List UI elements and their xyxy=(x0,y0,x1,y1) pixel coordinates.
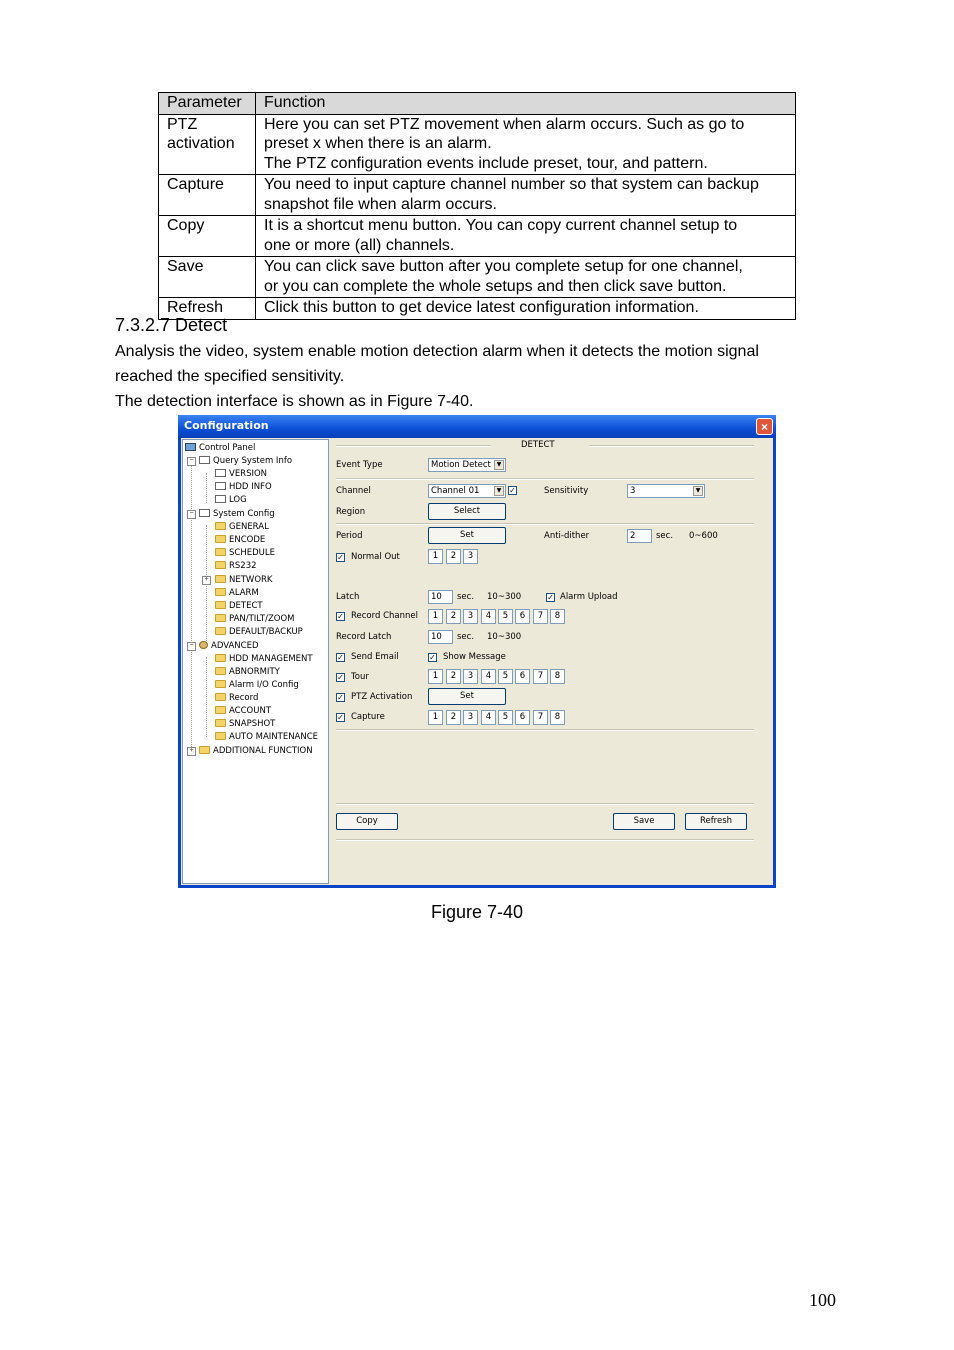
collapse-icon[interactable]: − xyxy=(187,642,196,651)
tour-channel-7[interactable]: 7 xyxy=(533,669,548,684)
anti-dither-unit: sec. xyxy=(656,531,674,541)
latch-range: 10~300 xyxy=(487,592,522,602)
ptz-set-button[interactable]: Set xyxy=(428,688,506,705)
group-title: DETECT xyxy=(521,440,555,450)
folder-icon xyxy=(215,561,226,569)
table-row xyxy=(159,298,796,320)
record-latch-label: Record Latch xyxy=(336,632,392,642)
function-cell: It is a shortcut menu button. You can copy current channel setup to one or more (all) channels. xyxy=(256,216,796,257)
period-set-button[interactable]: Set xyxy=(428,527,506,544)
folder-icon xyxy=(215,732,226,740)
divider xyxy=(336,839,754,841)
send-email-label: Send Email xyxy=(351,652,399,662)
capture-channel-8[interactable]: 8 xyxy=(550,710,565,725)
tree-item-version[interactable]: VERSION xyxy=(215,468,267,480)
table-row xyxy=(159,216,796,257)
table-row xyxy=(159,257,796,298)
document-icon xyxy=(215,469,226,477)
anti-dither-label: Anti-dither xyxy=(544,531,590,541)
computer-icon xyxy=(185,443,196,451)
region-label: Region xyxy=(336,507,366,517)
channel-enable-checkbox[interactable]: ✓ xyxy=(509,486,516,495)
alarm-upload-label: Alarm Upload xyxy=(560,592,618,602)
period-label: Period xyxy=(336,531,363,541)
divider xyxy=(336,523,754,525)
body-paragraph-line2: reached the specified sensitivity. xyxy=(115,368,345,385)
record-latch-range: 10~300 xyxy=(487,632,522,642)
body-paragraph-figure-ref: The detection interface is shown as in Figure 7-40. xyxy=(115,393,474,410)
tour-label: Tour xyxy=(351,672,369,682)
normal-out-channel-1[interactable]: 1 xyxy=(428,549,443,564)
tree-item-snapshot[interactable]: SNAPSHOT xyxy=(215,718,275,730)
param-cell: Refresh xyxy=(159,298,256,320)
divider xyxy=(589,445,754,447)
expand-icon[interactable]: + xyxy=(187,747,196,756)
folder-icon xyxy=(199,746,210,754)
record-channel-label: Record Channel xyxy=(351,611,418,621)
function-cell: You need to input capture channel number so that system can backup snapshot file when alarm occurs. xyxy=(256,175,796,216)
tree-item-network[interactable]: NETWORK xyxy=(215,574,273,586)
capture-channel-6[interactable]: 6 xyxy=(515,710,530,725)
folder-icon xyxy=(215,575,226,583)
tree-item-rs232[interactable]: RS232 xyxy=(215,560,257,572)
folder-icon xyxy=(215,719,226,727)
tools-icon xyxy=(199,509,210,517)
normal-out-channel-2[interactable]: 2 xyxy=(446,549,461,564)
capture-channel-1[interactable]: 1 xyxy=(428,710,443,725)
sensitivity-label: Sensitivity xyxy=(544,486,589,496)
tree-connector xyxy=(206,525,207,645)
table-row xyxy=(159,175,796,216)
folder-icon xyxy=(215,627,226,635)
chevron-down-icon: ▼ xyxy=(693,486,703,496)
function-cell: Here you can set PTZ movement when alarm occurs. Such as go to preset x when there is an alarm. The PTZ configuration events include preset, tour, and pattern. xyxy=(256,114,796,175)
alarm-upload-checkbox[interactable]: ✓ xyxy=(547,593,554,602)
record-channel-3[interactable]: 3 xyxy=(463,609,478,624)
latch-unit: sec. xyxy=(457,592,475,602)
tree-item-hdd-management[interactable]: HDD MANAGEMENT xyxy=(215,653,313,665)
figure-caption: Figure 7-40 xyxy=(430,902,524,922)
latch-input[interactable]: 10 xyxy=(428,590,453,604)
folder-icon xyxy=(215,548,226,556)
show-message-checkbox[interactable]: ✓ xyxy=(429,653,436,662)
tree-item-query-system-info[interactable]: Query System Info xyxy=(199,455,292,467)
record-channel-6[interactable]: 6 xyxy=(515,609,530,624)
save-button[interactable]: Save xyxy=(613,813,675,830)
document-icon xyxy=(215,495,226,503)
region-select-button[interactable]: Select xyxy=(428,503,506,520)
parameter-table xyxy=(158,92,796,320)
capture-channel-3[interactable]: 3 xyxy=(463,710,478,725)
tour-checkbox[interactable]: ✓ xyxy=(337,673,344,682)
normal-out-checkbox[interactable]: ✓ xyxy=(337,553,344,562)
header-function: Function xyxy=(256,93,796,115)
collapse-icon[interactable]: − xyxy=(187,510,196,519)
event-type-label: Event Type xyxy=(336,460,383,470)
capture-channel-2[interactable]: 2 xyxy=(446,710,461,725)
divider xyxy=(336,478,754,480)
expand-icon[interactable]: + xyxy=(202,576,211,585)
folder-icon xyxy=(215,706,226,714)
tree-item-control-panel[interactable]: Control Panel xyxy=(185,442,255,454)
divider xyxy=(336,803,754,805)
capture-channel-7[interactable]: 7 xyxy=(533,710,548,725)
param-cell: Copy xyxy=(159,216,256,257)
refresh-button[interactable]: Refresh xyxy=(685,813,747,830)
tour-channel-4[interactable]: 4 xyxy=(481,669,496,684)
latch-label: Latch xyxy=(336,592,360,602)
function-cell: You can click save button after you complete setup for one channel, or you can complete the whole setups and then click save button. xyxy=(256,257,796,298)
document-icon xyxy=(215,482,226,490)
record-latch-unit: sec. xyxy=(457,632,475,642)
param-cell: PTZ activation xyxy=(159,114,256,175)
capture-channel-5[interactable]: 5 xyxy=(498,710,513,725)
record-channel-8[interactable]: 8 xyxy=(550,609,565,624)
show-message-label: Show Message xyxy=(443,652,506,662)
record-channel-checkbox[interactable]: ✓ xyxy=(337,612,344,621)
tree-connector xyxy=(191,459,192,753)
record-channel-5[interactable]: 5 xyxy=(498,609,513,624)
capture-channel-4[interactable]: 4 xyxy=(481,710,496,725)
window-client xyxy=(181,438,773,885)
tour-channel-6[interactable]: 6 xyxy=(515,669,530,684)
record-latch-input[interactable]: 10 xyxy=(428,630,453,644)
normal-out-label: Normal Out xyxy=(351,552,400,562)
tree-item-detect[interactable]: DETECT xyxy=(215,600,263,612)
tree-item-abnormity[interactable]: ABNORMITY xyxy=(215,666,280,678)
tree-connector xyxy=(206,473,207,503)
record-channel-7[interactable]: 7 xyxy=(533,609,548,624)
copy-button[interactable]: Copy xyxy=(336,813,398,830)
collapse-icon[interactable]: − xyxy=(187,457,196,466)
folder-icon xyxy=(215,522,226,530)
page-number: 100 xyxy=(809,1290,836,1310)
tree-item-record[interactable]: Record xyxy=(215,692,258,704)
window-title: Configuration xyxy=(184,419,269,432)
body-paragraph-line1: Analysis the video, system enable motion detection alarm when it detects the motion signal xyxy=(115,343,759,360)
param-cell: Save xyxy=(159,257,256,298)
ptz-activation-label: PTZ Activation xyxy=(351,692,413,702)
chevron-down-icon: ▼ xyxy=(494,486,504,496)
tree-item-schedule[interactable]: SCHEDULE xyxy=(215,547,275,559)
folder-icon xyxy=(215,693,226,701)
channel-label: Channel xyxy=(336,486,371,496)
tree-item-system-config[interactable]: System Config xyxy=(199,508,275,520)
tour-channel-8[interactable]: 8 xyxy=(550,669,565,684)
gear-icon xyxy=(199,641,208,649)
folder-icon xyxy=(215,588,226,596)
capture-checkbox[interactable]: ✓ xyxy=(337,713,344,722)
param-cell: Capture xyxy=(159,175,256,216)
event-type-select[interactable]: Motion Detect ▼ xyxy=(428,458,506,472)
tree-item-alarm-io-config[interactable]: Alarm I/O Config xyxy=(215,679,299,691)
tree-item-alarm[interactable]: ALARM xyxy=(215,587,259,599)
tree-item-advanced[interactable]: ADVANCED xyxy=(199,640,259,652)
tour-channel-1[interactable]: 1 xyxy=(428,669,443,684)
document-icon xyxy=(199,456,210,464)
configuration-window xyxy=(178,415,776,888)
tree-item-default-backup[interactable]: DEFAULT/BACKUP xyxy=(215,626,303,638)
folder-icon xyxy=(215,680,226,688)
navigation-tree xyxy=(182,439,329,884)
chevron-down-icon: ▼ xyxy=(494,460,504,470)
tree-item-pan-tilt-zoom[interactable]: PAN/TILT/ZOOM xyxy=(215,613,294,625)
record-channel-2[interactable]: 2 xyxy=(446,609,461,624)
channel-select[interactable]: Channel 01 ▼ xyxy=(428,484,506,498)
folder-icon xyxy=(215,614,226,622)
record-channel-4[interactable]: 4 xyxy=(481,609,496,624)
detect-panel xyxy=(331,438,773,885)
tour-channel-2[interactable]: 2 xyxy=(446,669,461,684)
section-heading: 7.3.2.7 Detect xyxy=(115,315,228,335)
folder-icon xyxy=(215,601,226,609)
divider xyxy=(336,445,491,447)
folder-icon xyxy=(215,535,226,543)
tree-item-hdd-info[interactable]: HDD INFO xyxy=(215,481,272,493)
normal-out-channel-3[interactable]: 3 xyxy=(463,549,478,564)
ptz-activation-checkbox[interactable]: ✓ xyxy=(337,693,344,702)
anti-dither-range: 0~600 xyxy=(689,531,718,541)
folder-icon xyxy=(215,654,226,662)
function-cell: Click this button to get device latest configuration information. xyxy=(256,298,796,320)
folder-icon xyxy=(215,667,226,675)
tree-item-encode[interactable]: ENCODE xyxy=(215,534,265,546)
tree-item-auto-maintenance[interactable]: AUTO MAINTENANCE xyxy=(215,731,318,743)
header-parameter: Parameter xyxy=(159,93,256,115)
tree-connector xyxy=(206,657,207,737)
record-channel-1[interactable]: 1 xyxy=(428,609,443,624)
sensitivity-select[interactable]: 3 ▼ xyxy=(627,484,705,498)
window-titlebar[interactable] xyxy=(178,415,776,438)
table-row xyxy=(159,114,796,175)
tour-channel-3[interactable]: 3 xyxy=(463,669,478,684)
anti-dither-input[interactable]: 2 xyxy=(627,529,652,543)
tree-item-log[interactable]: LOG xyxy=(215,494,247,506)
tree-item-additional-function[interactable]: ADDITIONAL FUNCTION xyxy=(199,745,313,757)
tree-item-general[interactable]: GENERAL xyxy=(215,521,269,533)
tour-channel-5[interactable]: 5 xyxy=(498,669,513,684)
close-icon[interactable]: × xyxy=(756,418,773,435)
divider xyxy=(336,729,754,731)
send-email-checkbox[interactable]: ✓ xyxy=(337,653,344,662)
capture-label: Capture xyxy=(351,712,385,722)
tree-item-account[interactable]: ACCOUNT xyxy=(215,705,271,717)
